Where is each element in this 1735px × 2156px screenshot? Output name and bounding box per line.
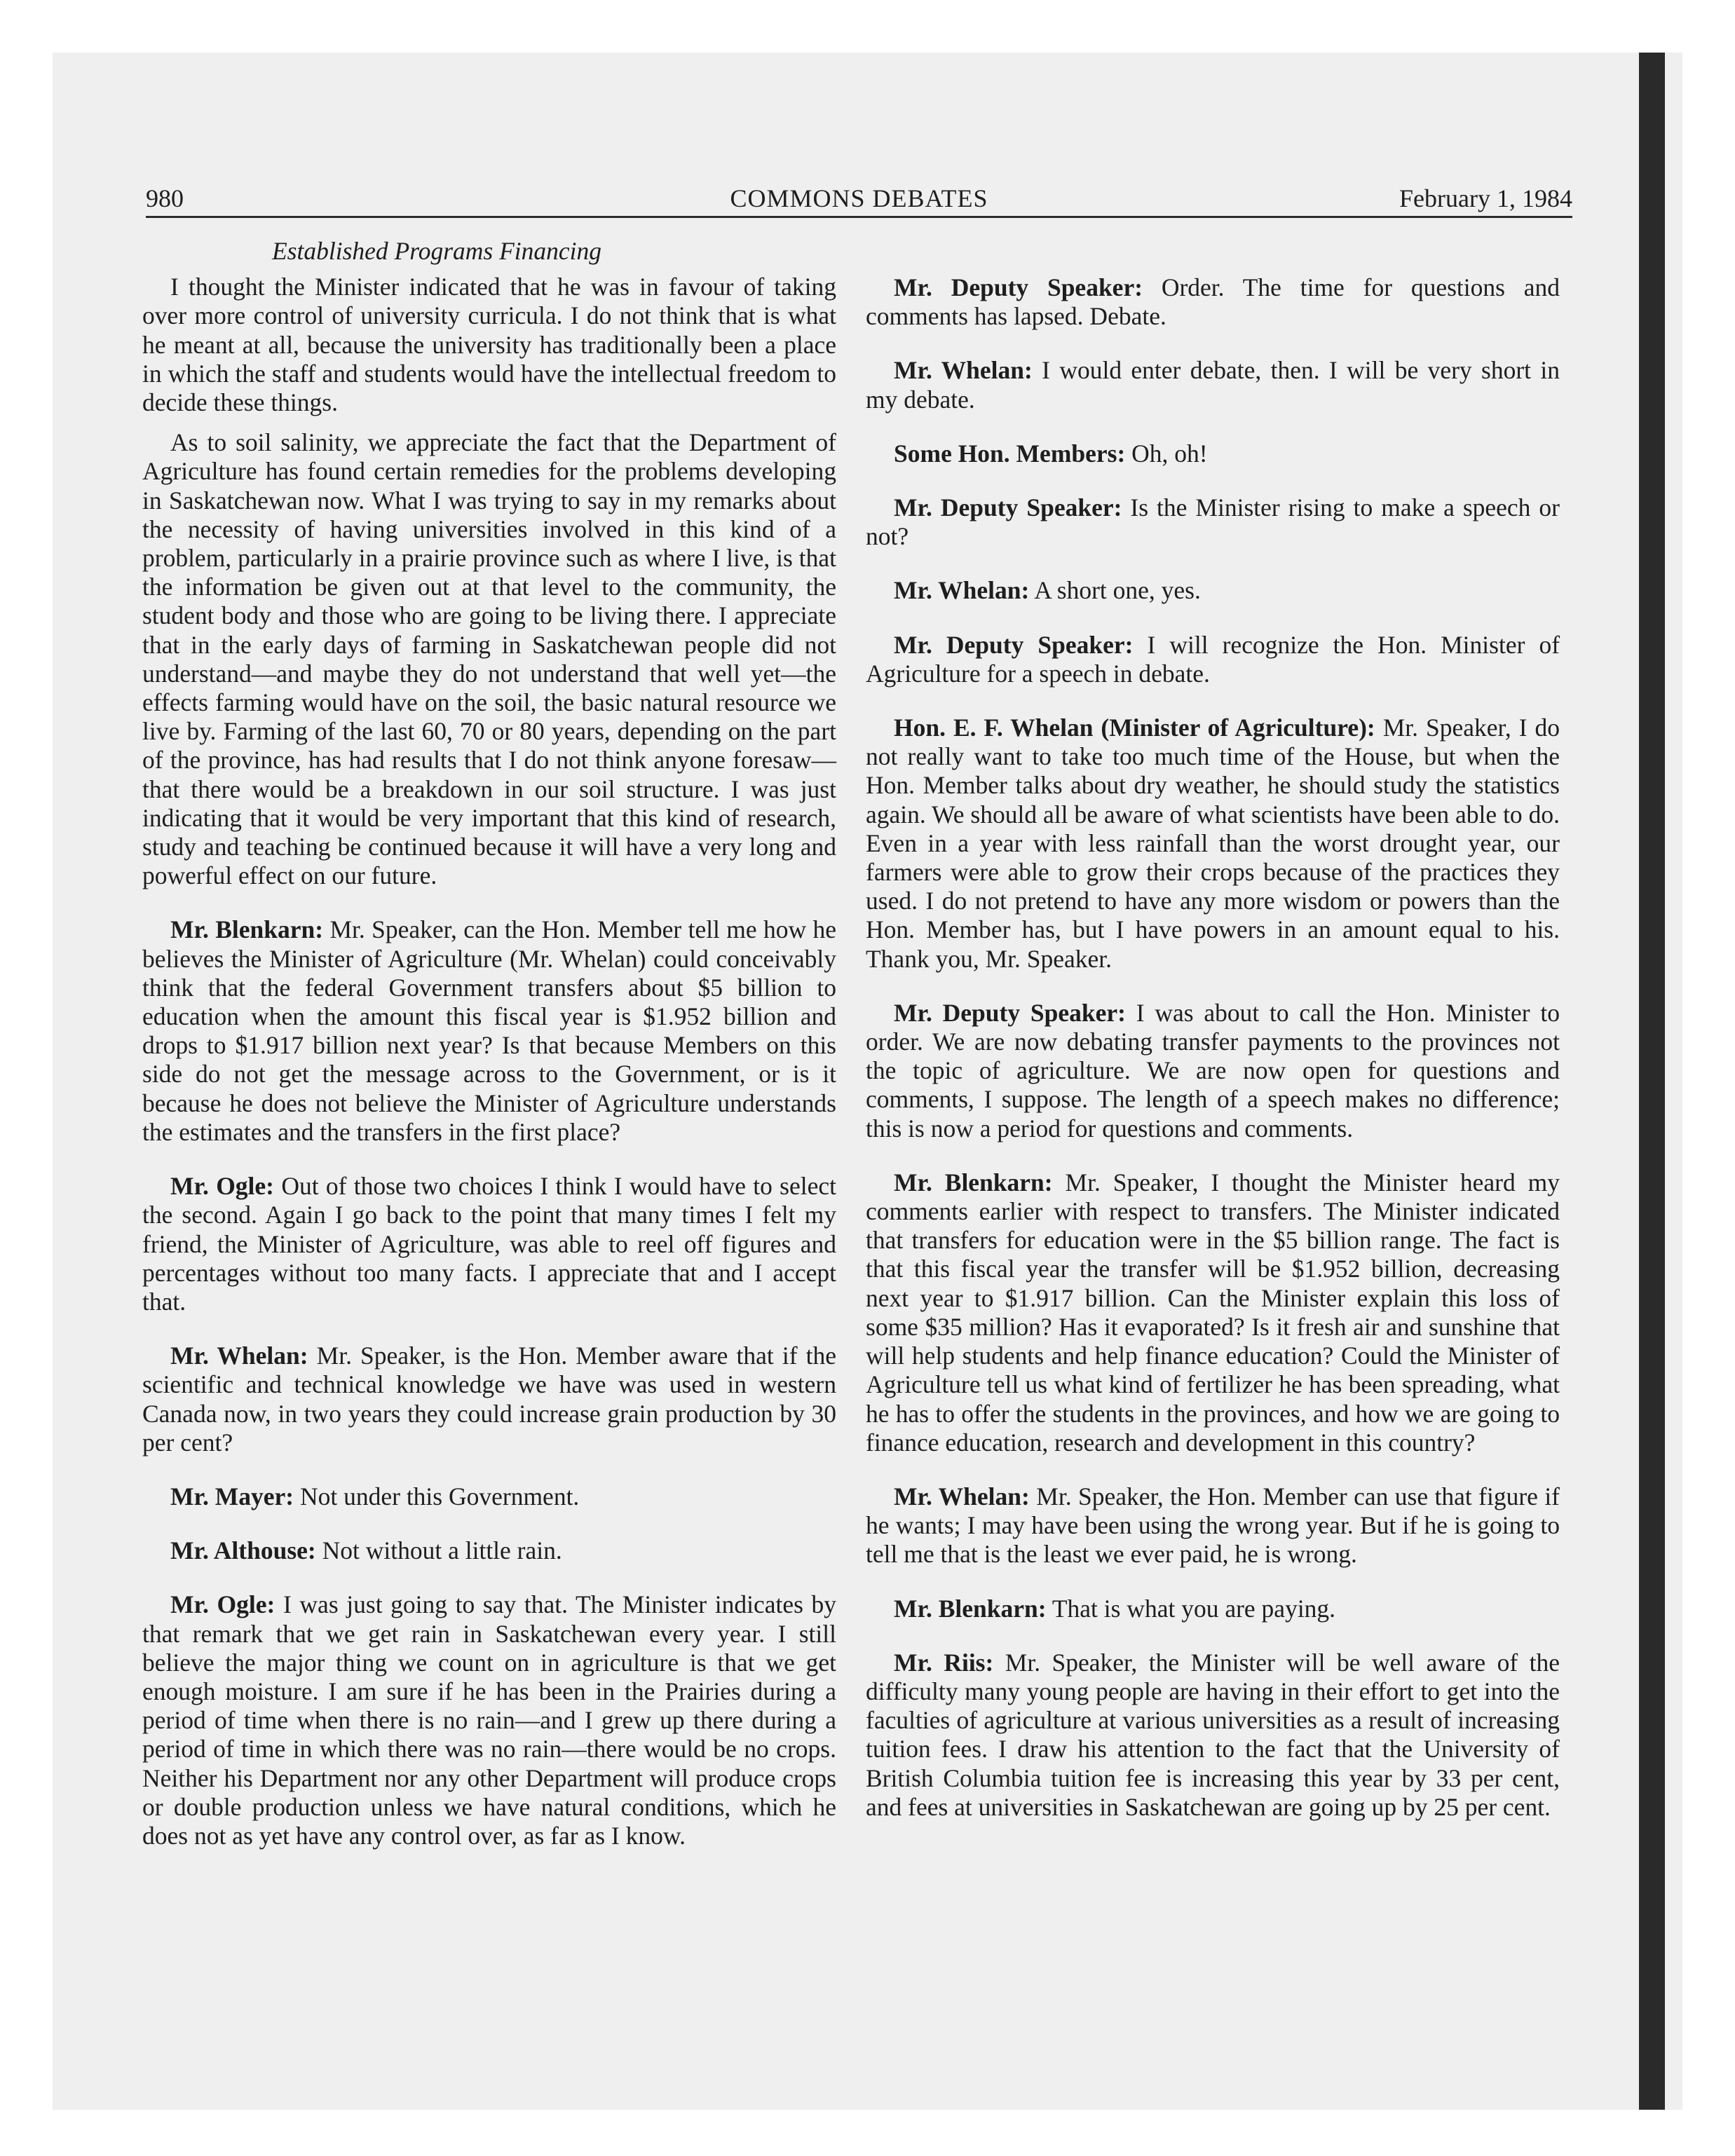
speech (142, 1482, 836, 1511)
speech-text: Mr. Speaker, I thought the Minister heard my comments earlier with respect to transfers. The Minister indicated that transfers for education were in the $5 billion range. The fact is that this fiscal year the transfer will be $1.952 billion, decreasing next year to $1.917 billion. Can the Minister explain this loss of some $35 million? Has it evaporated? Is it fresh air and sunshine that will help students and help finance education? Could the Minister of Agriculture tell us what kind of fertilizer he has been spreading, what he has to offer the students in the provinces, and how we are going to finance education, research and development in this country? (866, 1168, 1560, 1456)
speech-text: Mr. Speaker, is the Hon. Member aware that if the scientific and technical knowledge we have was used in western Canada now, in two years they could increase grain production by 30 per cent? (142, 1342, 837, 1456)
speech-text: I would enter debate, then. I will be very short in my debate. (866, 356, 1560, 414)
right-column (866, 273, 1560, 1847)
page-header (146, 181, 1572, 218)
speech (866, 1595, 1560, 1623)
speech (866, 356, 1560, 414)
speech (866, 273, 1560, 331)
speech (866, 439, 1560, 468)
speaker-name: Mr. Deputy Speaker: (894, 493, 1122, 522)
speech-text: Mr. Speaker, the Minister will be well aware of the difficulty many young people are having in their effort to get into the faculties of agriculture at various universities as a result of increasing tuition fees. I draw his attention to the fact that the University of British Columbia tuition fee is increasing this year by 33 per cent, and fees at universities in Saskatchewan are going up by 25 per cent. (866, 1648, 1560, 1821)
speech-text: Mr. Speaker, the Hon. Member can use that figure if he wants; I may have been using the wrong year. But if he is going to tell me that is the least we ever paid, he is wrong. (866, 1482, 1560, 1569)
page-date: February 1, 1984 (1399, 184, 1572, 212)
speaker-name: Mr. Whelan: (894, 576, 1030, 605)
speech-text: A short one, yes. (1034, 576, 1201, 605)
speaker-name: Mr. Whelan: (894, 1482, 1030, 1510)
speech-text: I was just going to say that. The Minister indicates by that remark that we get rain in Saskatchewan every year. I still believe the major thing we count on in agriculture is that we get enough moisture. I am sure if he has been in the Prairies during a period of time when there is no rain—and I grew up there during a period of time in which there was no rain—there would be no crops. Neither his Department nor any other Department will produce crops or double production unless we have natural conditions, which he does not as yet have any control over, as far as I know. (142, 1590, 837, 1850)
speaker-name: Mr. Deputy Speaker: (894, 630, 1134, 659)
paragraph (142, 273, 836, 417)
speaker-name: Mr. Deputy Speaker: (894, 998, 1126, 1027)
speech (866, 999, 1560, 1143)
speech (142, 1590, 836, 1850)
paragraph-text: As to soil salinity, we appreciate the fact that the Department of Agriculture has found certain remedies for the problems developing in Saskatchewan now. What I was trying to say in my remarks about the necessity of having universities involved in this kind of a problem, particularly in a prairie province such as where I live, is that the information be given out at that level to the community, the student body and those who are going to be living there. I appreciate that in the early days of farming in Saskatchewan people did not understand—and maybe they do not understand that well yet—the effects farming would have on the soil, the basic natural resource we live by. Farming of the last 60, 70 or 80 years, depending on the part of the province, has had results that I do not think anyone foresaw—that there would be a breakdown in our soil structure. I was just indicating that it would be very important that this kind of research, study and teaching be continued because it will have a very long and powerful effect on our future. (142, 428, 836, 890)
speech (142, 915, 836, 1147)
speech-text: I was about to call the Hon. Minister to order. We are now debating transfer payments to the provinces not the topic of agriculture. We are now open for questions and comments, I suppose. The length of a speech makes no difference; this is now a period for questions and comments. (866, 998, 1560, 1142)
speaker-name: Mr. Whelan: (894, 356, 1033, 385)
speaker-name: Mr. Mayer: (170, 1482, 294, 1510)
speaker-name: Mr. Althouse: (170, 1536, 316, 1565)
speaker-name: Mr. Deputy Speaker: (894, 273, 1143, 301)
scan-edge-bar (1639, 53, 1665, 2110)
speech-text: Is the Minister rising to make a speech or not? (866, 493, 1560, 551)
speech-text: Not under this Government. (299, 1482, 580, 1510)
section-heading: Established Programs Financing (271, 237, 602, 265)
speech-text: Mr. Speaker, can the Hon. Member tell me how he believes the Minister of Agriculture (Mr. Whelan) could conceivably think that the federal Government transfers about $5 billion to education when the amount this fiscal year is $1.952 billion and drops to $1.917 billion next year? Is that because Members on this side do not get the message across to the Government, or is it because he does not believe the Minister of Agriculture understands the estimates and the transfers in the first place? (142, 915, 836, 1146)
speech (866, 576, 1560, 605)
speech (866, 1649, 1560, 1822)
speech-text: That is what you are paying. (1052, 1594, 1336, 1623)
speech-text: Order. The time for questions and comments has lapsed. Debate. (866, 273, 1560, 331)
paragraph-text: I thought the Minister indicated that he was in favour of taking over more control of university curricula. I do not think that is what he meant at all, because the university has traditionally been a place in which the staff and students would have the intellectual freedom to decide these things. (142, 273, 836, 417)
speech-text: Mr. Speaker, I do not really want to take too much time of the House, but when the Hon. Member talks about dry weather, he should study the statistics again. We should all be aware of what scientists have been able to do. Even in a year with less rainfall than the worst drought year, our farmers were able to grow their crops because of the practices they used. I do not pretend to have any more wisdom or powers than the Hon. Member has, but I have powers in an amount equal to his. Thank you, Mr. Speaker. (866, 714, 1560, 973)
speaker-name: Mr. Blenkarn: (894, 1594, 1047, 1623)
speaker-name: Hon. E. F. Whelan (Minister of Agriculture): (894, 714, 1375, 742)
speaker-name: Mr. Riis: (894, 1648, 994, 1677)
speaker-name: Mr. Ogle: (170, 1172, 274, 1201)
speech (142, 1342, 836, 1457)
speech (866, 1168, 1560, 1457)
speech-text: I will recognize the Hon. Minister of Agriculture for a speech in debate. (866, 630, 1560, 688)
publication-title: COMMONS DEBATES (730, 184, 988, 212)
speech (866, 631, 1560, 688)
page-number: 980 (146, 184, 184, 212)
paragraph (142, 428, 836, 890)
speaker-name: Mr. Blenkarn: (894, 1168, 1053, 1196)
speaker-name: Mr. Whelan: (170, 1342, 308, 1370)
speech-text: Oh, oh! (1131, 439, 1208, 468)
left-column (142, 231, 836, 1876)
speaker-name: Some Hon. Members: (894, 439, 1126, 468)
speech-text: Out of those two choices I think I would have to select the second. Again I go back to the point that many times I felt my friend, the Minister of Agriculture, was able to reel off figures and percentages without too many facts. I appreciate that and I accept that. (142, 1172, 836, 1316)
speech (866, 1482, 1560, 1569)
speech (142, 1172, 836, 1316)
speaker-name: Mr. Ogle: (170, 1590, 275, 1619)
speech (142, 1536, 836, 1565)
speech (866, 493, 1560, 551)
speaker-name: Mr. Blenkarn: (170, 915, 324, 944)
speech (866, 714, 1560, 974)
speech-text: Not without a little rain. (322, 1536, 562, 1565)
